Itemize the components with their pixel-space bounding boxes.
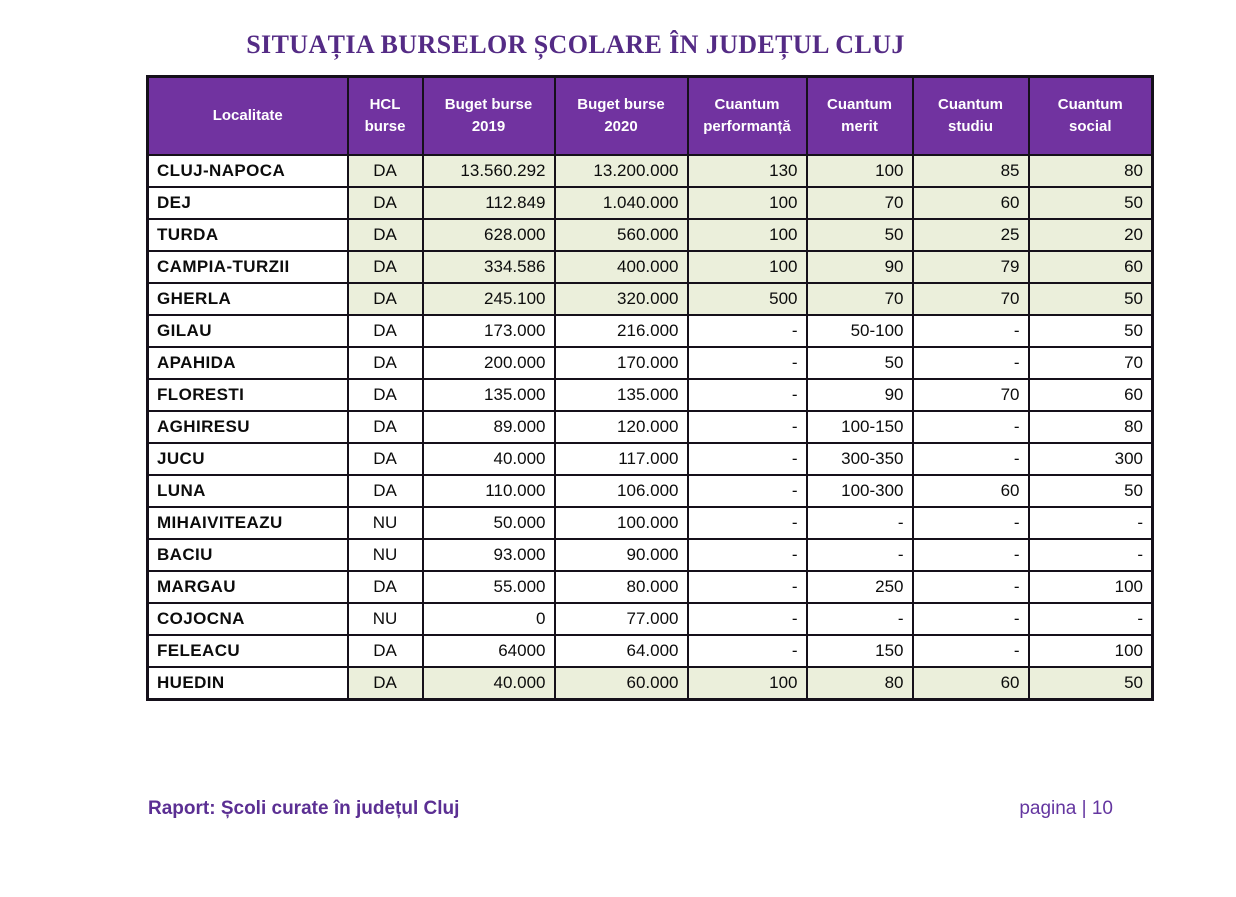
cell-cuantum-performanta: - xyxy=(688,603,807,635)
cell-buget-2019: 135.000 xyxy=(423,379,555,411)
cell-localitate: CLUJ-NAPOCA xyxy=(148,155,348,187)
cell-cuantum-performanta: - xyxy=(688,347,807,379)
cell-buget-2019: 245.100 xyxy=(423,283,555,315)
table-row xyxy=(148,475,1153,507)
cell-cuantum-studiu: - xyxy=(913,507,1029,539)
cell-buget-2020: 400.000 xyxy=(555,251,688,283)
cell-buget-2019: 50.000 xyxy=(423,507,555,539)
cell-cuantum-performanta: - xyxy=(688,539,807,571)
cell-cuantum-performanta: 130 xyxy=(688,155,807,187)
cell-cuantum-merit: 90 xyxy=(807,251,913,283)
cell-localitate: APAHIDA xyxy=(148,347,348,379)
cell-cuantum-merit: 50 xyxy=(807,219,913,251)
cell-buget-2019: 93.000 xyxy=(423,539,555,571)
cell-buget-2020: 77.000 xyxy=(555,603,688,635)
cell-cuantum-studiu: 85 xyxy=(913,155,1029,187)
cell-hcl-burse: DA xyxy=(348,315,423,347)
table-row xyxy=(148,315,1153,347)
table-row xyxy=(148,219,1153,251)
table-row xyxy=(148,635,1153,667)
table-row xyxy=(148,347,1153,379)
cell-buget-2019: 89.000 xyxy=(423,411,555,443)
cell-cuantum-performanta: - xyxy=(688,315,807,347)
report-label: Raport: Școli curate în județul Cluj xyxy=(148,798,460,819)
table-row xyxy=(148,251,1153,283)
cell-hcl-burse: DA xyxy=(348,411,423,443)
cell-localitate: AGHIRESU xyxy=(148,411,348,443)
cell-cuantum-performanta: - xyxy=(688,379,807,411)
col-header-cuantum-social: Cuantum social xyxy=(1029,77,1153,156)
cell-cuantum-performanta: - xyxy=(688,507,807,539)
cell-localitate: GILAU xyxy=(148,315,348,347)
cell-buget-2019: 173.000 xyxy=(423,315,555,347)
cell-cuantum-performanta: 500 xyxy=(688,283,807,315)
cell-hcl-burse: NU xyxy=(348,603,423,635)
table-row xyxy=(148,283,1153,315)
cell-hcl-burse: DA xyxy=(348,475,423,507)
cell-localitate: HUEDIN xyxy=(148,667,348,700)
cell-localitate: COJOCNA xyxy=(148,603,348,635)
cell-hcl-burse: DA xyxy=(348,251,423,283)
cell-cuantum-studiu: - xyxy=(913,603,1029,635)
cell-cuantum-studiu: 60 xyxy=(913,667,1029,700)
cell-cuantum-merit: 70 xyxy=(807,187,913,219)
cell-cuantum-social: 50 xyxy=(1029,187,1153,219)
cell-cuantum-performanta: - xyxy=(688,443,807,475)
cell-cuantum-performanta: - xyxy=(688,411,807,443)
cell-cuantum-social: 50 xyxy=(1029,283,1153,315)
cell-cuantum-merit: - xyxy=(807,603,913,635)
cell-cuantum-social: 50 xyxy=(1029,315,1153,347)
cell-cuantum-social: 20 xyxy=(1029,219,1153,251)
cell-cuantum-studiu: - xyxy=(913,539,1029,571)
cell-cuantum-merit: - xyxy=(807,507,913,539)
cell-cuantum-merit: 250 xyxy=(807,571,913,603)
cell-cuantum-social: - xyxy=(1029,507,1153,539)
cell-cuantum-merit: - xyxy=(807,539,913,571)
cell-buget-2019: 628.000 xyxy=(423,219,555,251)
cell-cuantum-merit: 50-100 xyxy=(807,315,913,347)
cell-cuantum-social: 100 xyxy=(1029,571,1153,603)
cell-cuantum-social: - xyxy=(1029,603,1153,635)
col-header-cuantum-merit: Cuantum merit xyxy=(807,77,913,156)
cell-localitate: MARGAU xyxy=(148,571,348,603)
cell-localitate: CAMPIA-TURZII xyxy=(148,251,348,283)
cell-hcl-burse: DA xyxy=(348,155,423,187)
cell-hcl-burse: DA xyxy=(348,379,423,411)
cell-cuantum-studiu: 60 xyxy=(913,187,1029,219)
cell-hcl-burse: NU xyxy=(348,507,423,539)
col-header-hcl-burse: HCL burse xyxy=(348,77,423,156)
col-header-buget-2019: Buget burse 2019 xyxy=(423,77,555,156)
cell-hcl-burse: DA xyxy=(348,667,423,700)
cell-buget-2019: 334.586 xyxy=(423,251,555,283)
cell-buget-2020: 60.000 xyxy=(555,667,688,700)
cell-cuantum-merit: 90 xyxy=(807,379,913,411)
table-row xyxy=(148,571,1153,603)
cell-cuantum-performanta: 100 xyxy=(688,667,807,700)
cell-cuantum-studiu: - xyxy=(913,443,1029,475)
cell-cuantum-social: 70 xyxy=(1029,347,1153,379)
table-header-row xyxy=(148,77,1153,156)
cell-cuantum-merit: 100-150 xyxy=(807,411,913,443)
table-row xyxy=(148,539,1153,571)
cell-buget-2020: 1.040.000 xyxy=(555,187,688,219)
cell-cuantum-studiu: 25 xyxy=(913,219,1029,251)
cell-localitate: DEJ xyxy=(148,187,348,219)
cell-cuantum-studiu: 60 xyxy=(913,475,1029,507)
cell-cuantum-social: 300 xyxy=(1029,443,1153,475)
scholarship-table xyxy=(146,75,1154,701)
cell-cuantum-social: 50 xyxy=(1029,475,1153,507)
col-header-cuantum-studiu: Cuantum studiu xyxy=(913,77,1029,156)
cell-buget-2019: 0 xyxy=(423,603,555,635)
cell-cuantum-performanta: 100 xyxy=(688,251,807,283)
cell-buget-2019: 200.000 xyxy=(423,347,555,379)
cell-cuantum-merit: 80 xyxy=(807,667,913,700)
cell-cuantum-social: 100 xyxy=(1029,635,1153,667)
table-row xyxy=(148,507,1153,539)
col-header-localitate: Localitate xyxy=(148,77,348,156)
cell-cuantum-social: - xyxy=(1029,539,1153,571)
col-header-cuantum-performanta: Cuantum performanță xyxy=(688,77,807,156)
cell-localitate: GHERLA xyxy=(148,283,348,315)
table-row xyxy=(148,187,1153,219)
cell-buget-2020: 170.000 xyxy=(555,347,688,379)
cell-buget-2019: 112.849 xyxy=(423,187,555,219)
cell-hcl-burse: DA xyxy=(348,219,423,251)
cell-buget-2019: 40.000 xyxy=(423,443,555,475)
cell-cuantum-merit: 100-300 xyxy=(807,475,913,507)
cell-buget-2020: 117.000 xyxy=(555,443,688,475)
cell-buget-2020: 216.000 xyxy=(555,315,688,347)
cell-cuantum-merit: 70 xyxy=(807,283,913,315)
cell-cuantum-social: 60 xyxy=(1029,251,1153,283)
cell-buget-2020: 13.200.000 xyxy=(555,155,688,187)
cell-buget-2020: 106.000 xyxy=(555,475,688,507)
table-row xyxy=(148,411,1153,443)
col-header-buget-2020: Buget burse 2020 xyxy=(555,77,688,156)
table-row xyxy=(148,379,1153,411)
cell-hcl-burse: DA xyxy=(348,571,423,603)
cell-buget-2019: 64000 xyxy=(423,635,555,667)
cell-buget-2020: 560.000 xyxy=(555,219,688,251)
page-footer xyxy=(148,798,1113,820)
table-row xyxy=(148,155,1153,187)
cell-cuantum-social: 80 xyxy=(1029,155,1153,187)
table-row xyxy=(148,667,1153,700)
cell-hcl-burse: DA xyxy=(348,187,423,219)
page-title: SITUAȚIA BURSELOR ȘCOLARE ÎN JUDEȚUL CLUJ xyxy=(246,30,905,59)
cell-cuantum-studiu: - xyxy=(913,635,1029,667)
cell-buget-2019: 13.560.292 xyxy=(423,155,555,187)
cell-cuantum-studiu: 70 xyxy=(913,283,1029,315)
cell-cuantum-studiu: - xyxy=(913,315,1029,347)
cell-hcl-burse: DA xyxy=(348,283,423,315)
cell-buget-2020: 64.000 xyxy=(555,635,688,667)
cell-hcl-burse: DA xyxy=(348,443,423,475)
cell-cuantum-merit: 100 xyxy=(807,155,913,187)
cell-cuantum-performanta: 100 xyxy=(688,219,807,251)
cell-buget-2020: 80.000 xyxy=(555,571,688,603)
cell-cuantum-merit: 150 xyxy=(807,635,913,667)
cell-cuantum-performanta: - xyxy=(688,475,807,507)
cell-hcl-burse: DA xyxy=(348,347,423,379)
cell-buget-2019: 55.000 xyxy=(423,571,555,603)
cell-cuantum-social: 60 xyxy=(1029,379,1153,411)
table-row xyxy=(148,603,1153,635)
cell-cuantum-studiu: - xyxy=(913,347,1029,379)
cell-buget-2020: 90.000 xyxy=(555,539,688,571)
cell-hcl-burse: NU xyxy=(348,539,423,571)
cell-localitate: JUCU xyxy=(148,443,348,475)
cell-buget-2020: 100.000 xyxy=(555,507,688,539)
cell-cuantum-studiu: - xyxy=(913,411,1029,443)
cell-localitate: FELEACU xyxy=(148,635,348,667)
cell-cuantum-studiu: 79 xyxy=(913,251,1029,283)
page-number: pagina | 10 xyxy=(1019,798,1113,819)
cell-cuantum-performanta: - xyxy=(688,635,807,667)
cell-hcl-burse: DA xyxy=(348,635,423,667)
cell-cuantum-studiu: 70 xyxy=(913,379,1029,411)
cell-cuantum-social: 80 xyxy=(1029,411,1153,443)
cell-cuantum-merit: 50 xyxy=(807,347,913,379)
cell-localitate: TURDA xyxy=(148,219,348,251)
cell-cuantum-social: 50 xyxy=(1029,667,1153,700)
table-row xyxy=(148,443,1153,475)
cell-buget-2020: 135.000 xyxy=(555,379,688,411)
cell-buget-2020: 120.000 xyxy=(555,411,688,443)
cell-cuantum-merit: 300-350 xyxy=(807,443,913,475)
cell-cuantum-studiu: - xyxy=(913,571,1029,603)
cell-buget-2019: 110.000 xyxy=(423,475,555,507)
cell-localitate: LUNA xyxy=(148,475,348,507)
cell-cuantum-performanta: - xyxy=(688,571,807,603)
cell-cuantum-performanta: 100 xyxy=(688,187,807,219)
cell-buget-2019: 40.000 xyxy=(423,667,555,700)
cell-localitate: FLORESTI xyxy=(148,379,348,411)
cell-localitate: BACIU xyxy=(148,539,348,571)
cell-localitate: MIHAIVITEAZU xyxy=(148,507,348,539)
cell-buget-2020: 320.000 xyxy=(555,283,688,315)
